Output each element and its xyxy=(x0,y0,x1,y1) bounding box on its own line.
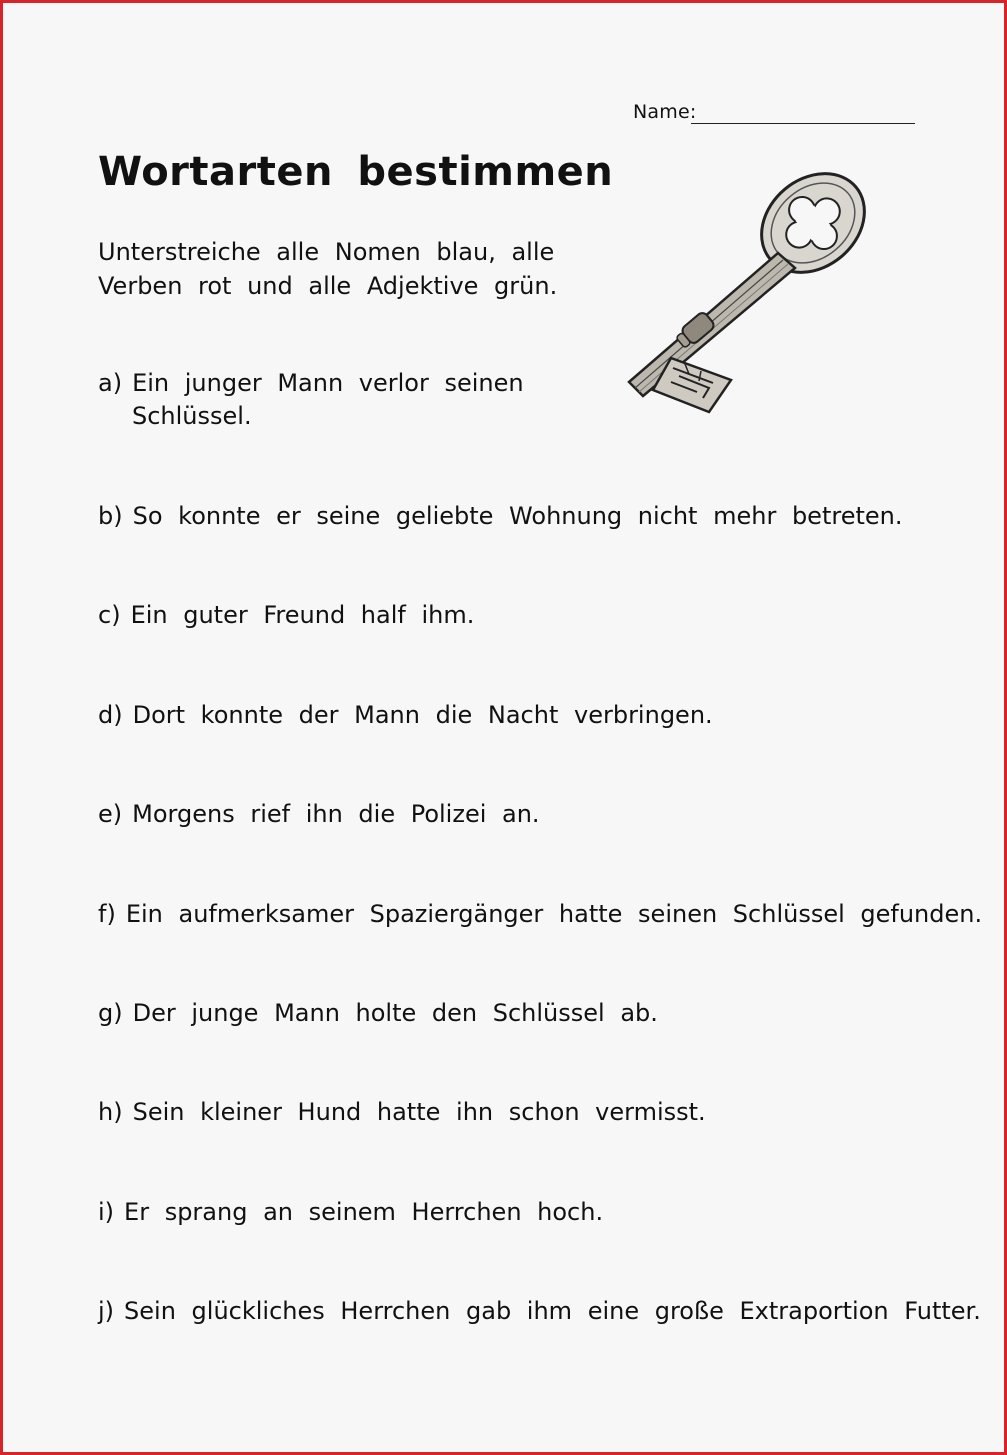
task-e xyxy=(98,798,540,831)
task-letter: a) xyxy=(98,369,123,397)
task-letter: f) xyxy=(98,900,116,928)
task-text: Ein aufmerksamer Spaziergänger hatte seinen Schlüssel gefunden. xyxy=(125,900,983,928)
task-letter: b) xyxy=(98,502,123,530)
task-h xyxy=(98,1096,706,1129)
task-text: Der junge Mann holte den Schlüssel ab. xyxy=(132,999,658,1027)
task-d xyxy=(98,699,713,732)
task-j xyxy=(98,1295,981,1328)
task-i xyxy=(98,1196,603,1229)
task-text: Sein glückliches Herrchen gab ihm eine große Extraportion Futter. xyxy=(124,1297,981,1325)
task-text: Morgens rief ihn die Polizei an. xyxy=(132,800,540,828)
task-letter: h) xyxy=(98,1098,123,1126)
task-letter: c) xyxy=(98,601,121,629)
task-f xyxy=(98,898,982,931)
task-a xyxy=(98,367,524,433)
task-text: Sein kleiner Hund hatte ihn schon vermisst. xyxy=(132,1098,706,1126)
old-key-icon xyxy=(613,168,883,428)
task-letter: i) xyxy=(98,1198,115,1226)
task-g xyxy=(98,997,658,1030)
task-text: Dort konnte der Mann die Nacht verbringen. xyxy=(132,701,713,729)
task-letter: e) xyxy=(98,800,123,828)
task-c xyxy=(98,599,474,632)
task-letter: j) xyxy=(98,1297,115,1325)
task-text: Ein junger Mann verlor seinen xyxy=(132,369,524,397)
task-letter: g) xyxy=(98,999,123,1027)
name-field-line[interactable] xyxy=(691,123,915,124)
task-text-continued: Schlüssel. xyxy=(132,402,252,430)
name-label: Name: xyxy=(633,101,697,123)
task-text: Ein guter Freund half ihm. xyxy=(130,601,475,629)
instruction-text xyxy=(98,235,558,303)
task-text: Er sprang an seinem Herrchen hoch. xyxy=(124,1198,604,1226)
task-letter: d) xyxy=(98,701,123,729)
task-b xyxy=(98,500,902,533)
instruction-line-1: Unterstreiche alle Nomen blau, alle xyxy=(98,238,555,266)
task-text: So konnte er seine geliebte Wohnung nicht mehr betreten. xyxy=(132,502,903,530)
instruction-line-2: Verben rot und alle Adjektive grün. xyxy=(98,272,558,300)
page-title: Wortarten bestimmen xyxy=(98,149,614,195)
